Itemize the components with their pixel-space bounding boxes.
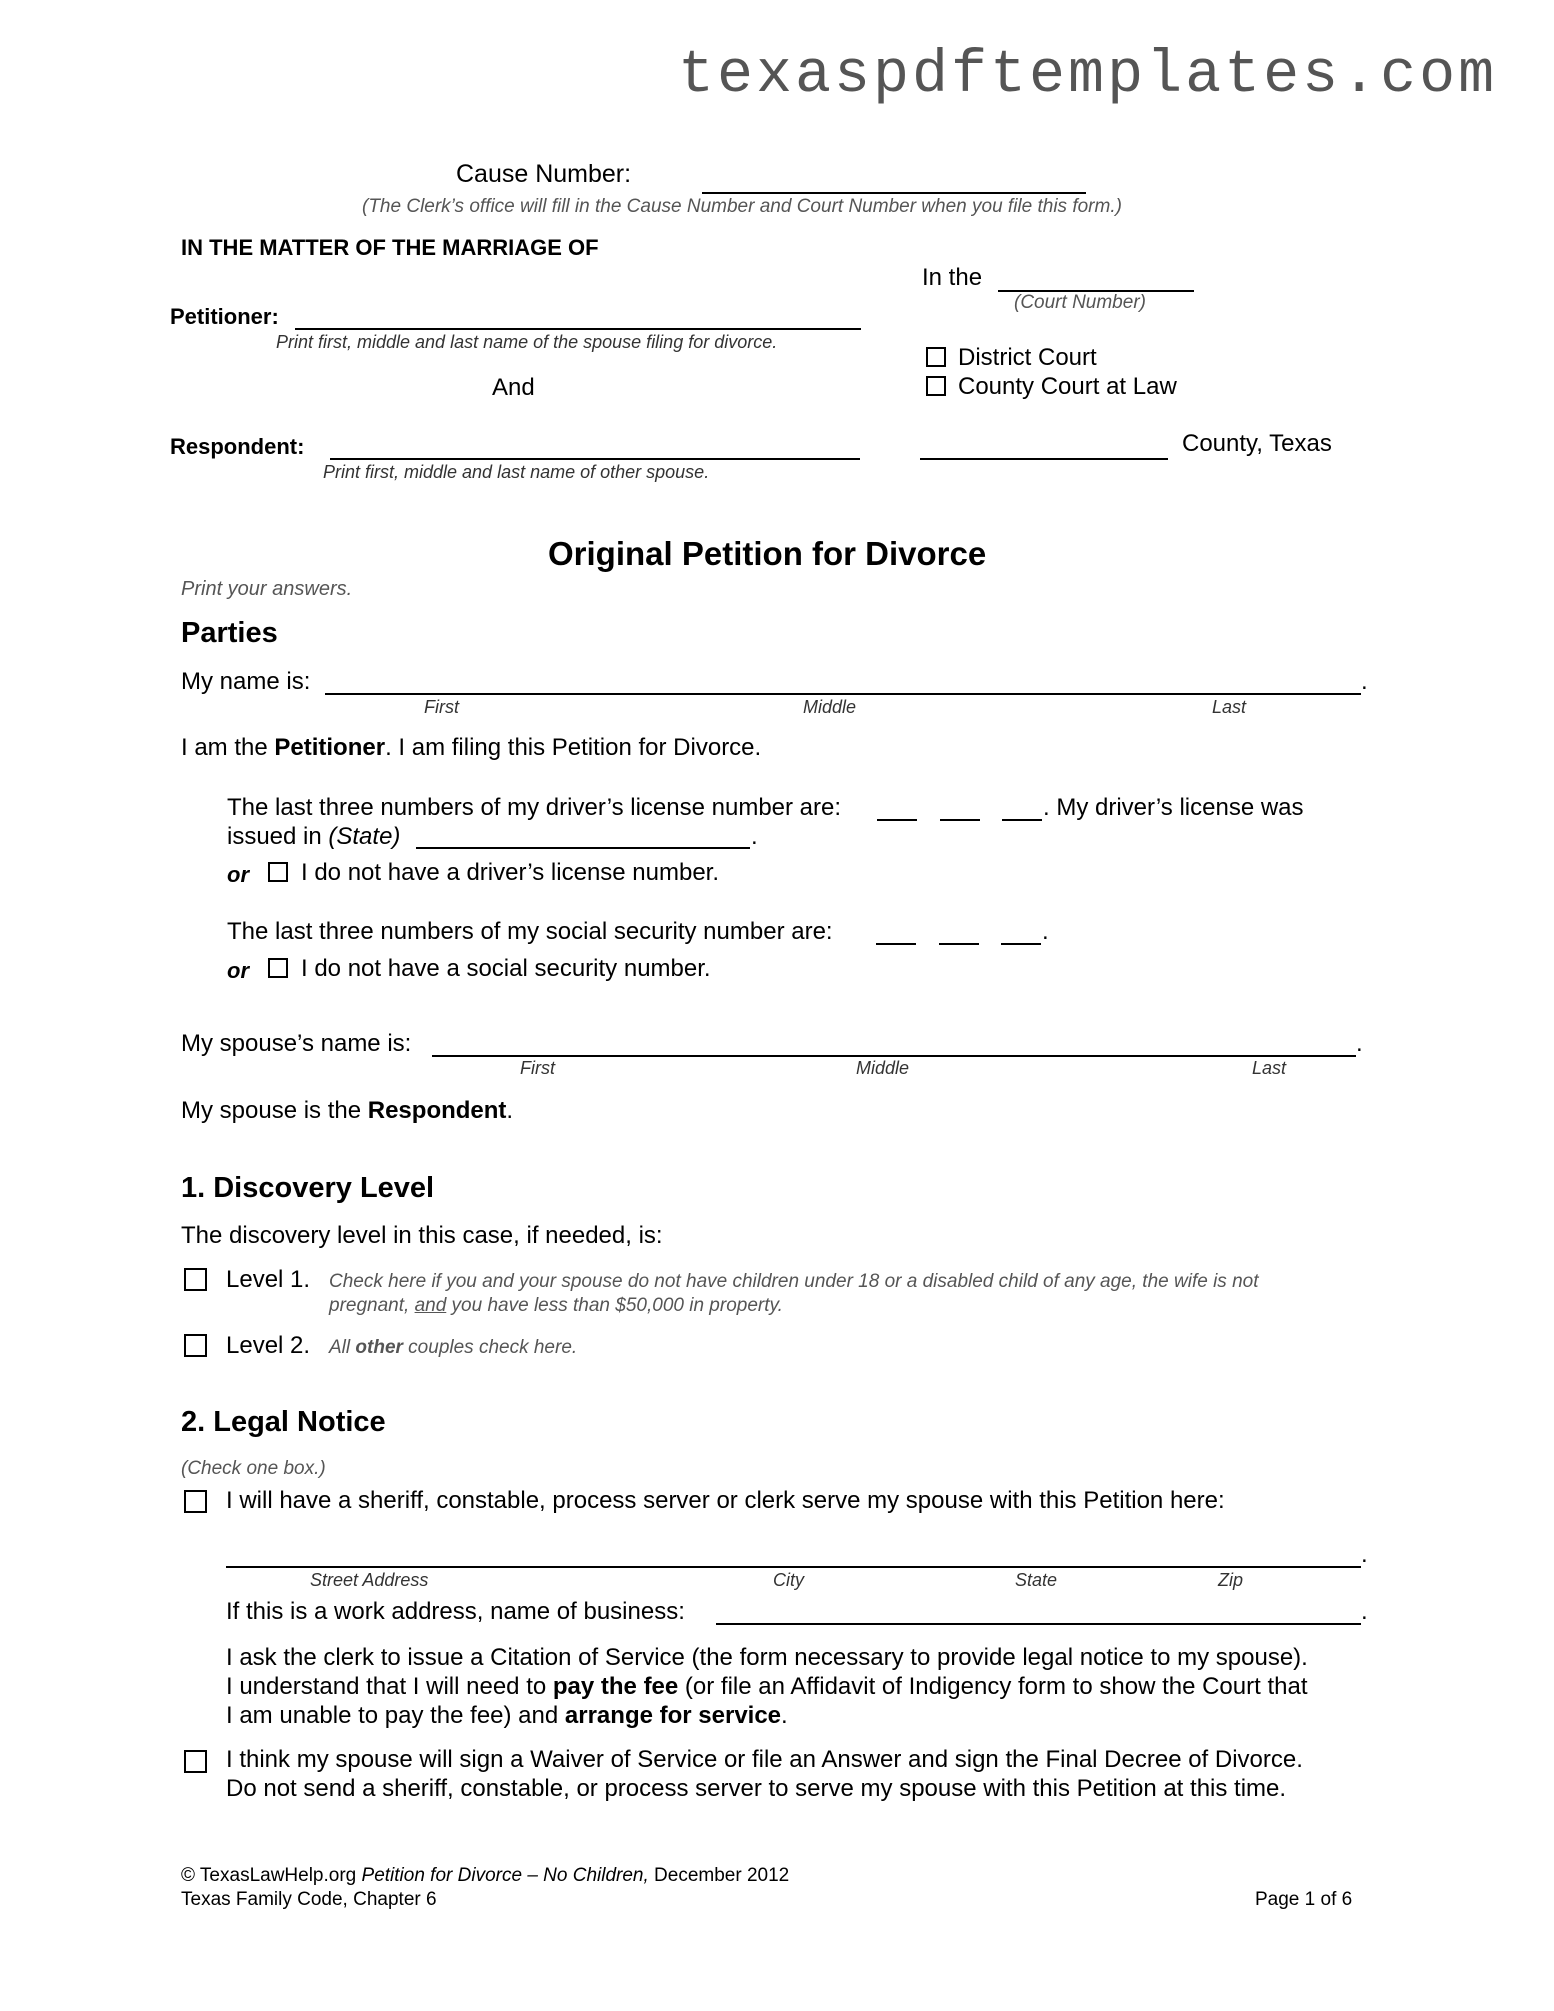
county-court-label: County Court at Law — [958, 373, 1177, 400]
footer-code: Texas Family Code, Chapter 6 — [181, 1889, 437, 1910]
street-address-hint: Street Address — [310, 1570, 429, 1590]
service-address-period: . — [1361, 1541, 1368, 1568]
discovery-heading: 1. Discovery Level — [181, 1172, 435, 1204]
district-court-checkbox[interactable] — [926, 347, 946, 367]
footer-page-number: Page 1 of 6 — [1255, 1889, 1353, 1910]
or-label-ssn: or — [227, 958, 249, 983]
service-address-field[interactable] — [226, 1566, 1361, 1568]
ssn-digit-3-field[interactable] — [1001, 943, 1041, 945]
county-court-checkbox[interactable] — [926, 376, 946, 396]
county-name-field[interactable] — [920, 458, 1168, 460]
citation-line-2: I understand that I will need to pay the fee (or file an Affidavit of Indigency form to show the Court that — [226, 1673, 1308, 1700]
dl-text: The last three numbers of my driver’s license number are: — [227, 794, 842, 821]
print-answers-note: Print your answers. — [181, 578, 353, 600]
dl-state-field[interactable] — [416, 847, 750, 849]
dl-issued-prefix: issued in (State) — [227, 823, 401, 850]
my-name-first-hint: First — [424, 697, 459, 717]
level1-note-line1: Check here if you and your spouse do not have children under 18 or a disabled child of any age, the wife is not — [329, 1271, 1259, 1292]
petitioner-label: Petitioner: — [170, 304, 279, 329]
no-ssn-checkbox[interactable] — [268, 958, 288, 978]
discovery-intro: The discovery level in this case, if needed, is: — [181, 1222, 663, 1249]
dl-state-period: . — [751, 823, 758, 850]
waiver-line-2: Do not send a sheriff, constable, or process server to serve my spouse with this Petition at this time. — [226, 1775, 1287, 1802]
ssn-digit-1-field[interactable] — [876, 943, 916, 945]
my-name-label: My name is: — [181, 668, 311, 695]
cause-number-label: Cause Number: — [456, 160, 632, 188]
respondent-hint: Print first, middle and last name of other spouse. — [323, 462, 710, 482]
waiver-line-1: I think my spouse will sign a Waiver of Service or file an Answer and sign the Final Decree of Divorce. — [226, 1746, 1303, 1773]
zip-hint: Zip — [1218, 1570, 1244, 1590]
serve-spouse-checkbox[interactable] — [184, 1490, 207, 1513]
dl-digit-2-field[interactable] — [940, 819, 980, 821]
clerk-note: (The Clerk’s office will fill in the Cause Number and Court Number when you file this form.) — [362, 196, 1122, 217]
spouse-name-field[interactable] — [432, 1055, 1356, 1057]
county-texas-label: County, Texas — [1182, 430, 1332, 457]
city-hint: City — [773, 1570, 804, 1590]
legal-notice-heading: 2. Legal Notice — [181, 1406, 386, 1438]
level1-label: Level 1. — [226, 1266, 311, 1293]
dl-digit-1-field[interactable] — [877, 819, 917, 821]
spouse-first-hint: First — [520, 1058, 555, 1078]
waiver-checkbox[interactable] — [184, 1750, 207, 1773]
and-label: And — [492, 374, 535, 401]
spouse-name-label: My spouse’s name is: — [181, 1030, 412, 1057]
respondent-name-field[interactable] — [330, 458, 860, 460]
my-name-field[interactable] — [325, 693, 1361, 695]
court-number-hint: (Court Number) — [1014, 292, 1146, 313]
petitioner-hint: Print first, middle and last name of the spouse filing for divorce. — [276, 332, 778, 352]
spouse-last-hint: Last — [1252, 1058, 1287, 1078]
level1-checkbox[interactable] — [184, 1268, 207, 1291]
parties-heading: Parties — [181, 617, 278, 649]
no-ssn-label: I do not have a social security number. — [301, 955, 711, 982]
serve-spouse-label: I will have a sheriff, constable, process server or clerk serve my spouse with this Petition here: — [226, 1487, 1225, 1514]
respondent-statement: My spouse is the Respondent. — [181, 1097, 514, 1124]
ssn-digit-2-field[interactable] — [939, 943, 979, 945]
page-title: Original Petition for Divorce — [548, 535, 987, 572]
citation-line-3: I am unable to pay the fee) and arrange for service. — [226, 1702, 788, 1729]
work-address-label: If this is a work address, name of business: — [226, 1598, 685, 1625]
in-the-label: In the — [922, 264, 983, 291]
citation-line-1: I ask the clerk to issue a Citation of Service (the form necessary to provide legal notice to my spouse). — [226, 1644, 1308, 1671]
spouse-middle-hint: Middle — [856, 1058, 910, 1078]
ssn-period: . — [1042, 918, 1049, 945]
district-court-label: District Court — [958, 344, 1097, 371]
level2-label: Level 2. — [226, 1332, 311, 1359]
business-name-period: . — [1361, 1598, 1368, 1625]
no-dl-checkbox[interactable] — [268, 862, 288, 882]
footer-copyright: © TexasLawHelp.org Petition for Divorce – No Children, December 2012 — [181, 1865, 790, 1886]
matter-title: IN THE MATTER OF THE MARRIAGE OF — [181, 235, 599, 260]
respondent-label: Respondent: — [170, 434, 305, 459]
my-name-period: . — [1361, 668, 1368, 695]
level2-checkbox[interactable] — [184, 1334, 207, 1357]
my-name-last-hint: Last — [1212, 697, 1247, 717]
spouse-name-period: . — [1356, 1030, 1363, 1057]
check-one-note: (Check one box.) — [181, 1458, 326, 1479]
my-name-middle-hint: Middle — [803, 697, 857, 717]
state-hint: State — [1015, 1570, 1058, 1590]
or-label-dl: or — [227, 862, 249, 887]
dl-digit-3-field[interactable] — [1002, 819, 1042, 821]
watermark-text: texaspdftemplates.com — [678, 42, 1498, 110]
business-name-field[interactable] — [716, 1623, 1361, 1625]
cause-number-field[interactable] — [702, 192, 1086, 194]
level2-note: All other couples check here. — [329, 1337, 578, 1358]
petitioner-name-field[interactable] — [295, 328, 861, 330]
ssn-text: The last three numbers of my social security number are: — [227, 918, 833, 945]
dl-issued-suffix: . My driver’s license was — [1043, 794, 1304, 821]
no-dl-label: I do not have a driver’s license number. — [301, 859, 720, 886]
level1-note-line2: pregnant, and you have less than $50,000 in property. — [329, 1295, 783, 1316]
petitioner-statement: I am the Petitioner. I am filing this Petition for Divorce. — [181, 734, 762, 761]
